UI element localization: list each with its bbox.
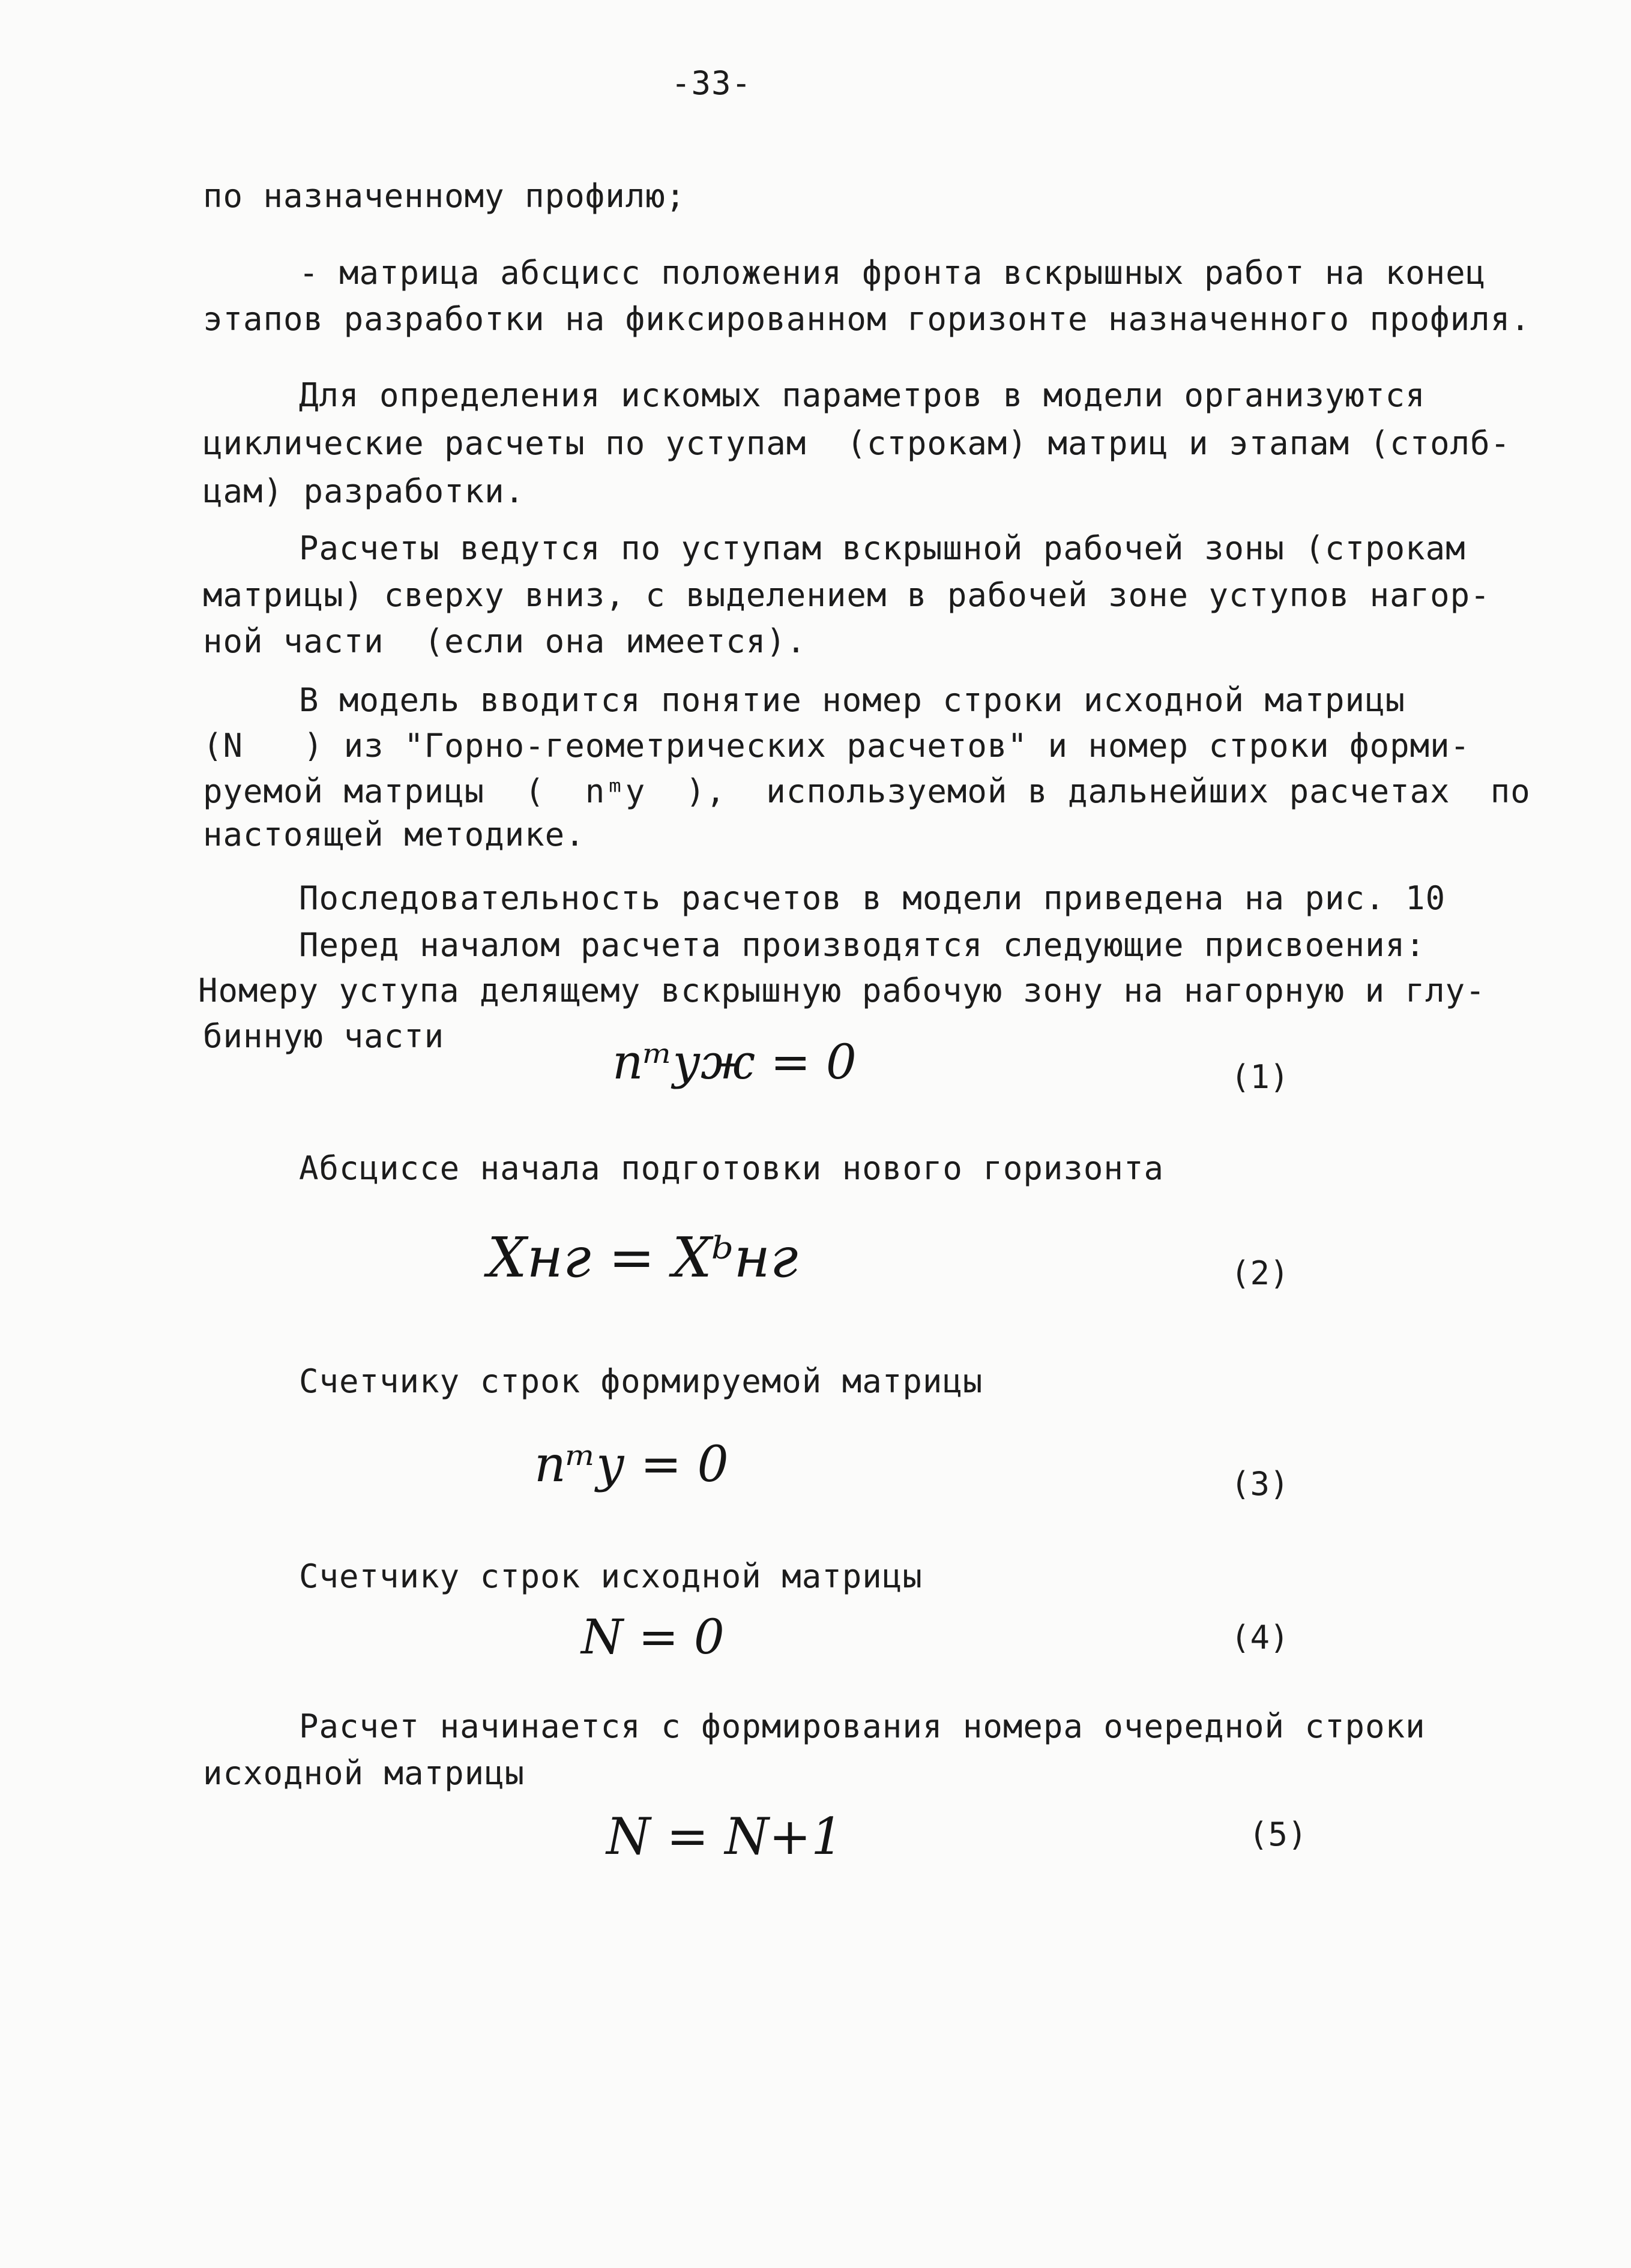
text-line: по назначенному профилю; bbox=[203, 177, 686, 215]
text-line: матрицы) сверху вниз, с выделением в рабочей зоне уступов нагор- bbox=[203, 576, 1491, 614]
text-line: Абсциссе начала подготовки нового горизонта bbox=[299, 1149, 1164, 1187]
equation-1-number: (1) bbox=[1231, 1058, 1289, 1096]
equation-2-formula: Xнг = Xᵇнг bbox=[487, 1226, 798, 1290]
text-line: Счетчику строк исходной матрицы bbox=[299, 1557, 923, 1595]
text-line: ной части (если она имеется). bbox=[203, 622, 807, 660]
equation-2-number: (2) bbox=[1231, 1254, 1289, 1292]
equation-3-formula: nᵐу = 0 bbox=[534, 1436, 729, 1493]
text-line: этапов разработки на фиксированном горизонте назначенного профиля. bbox=[203, 300, 1531, 338]
equation-5-number: (5) bbox=[1249, 1815, 1307, 1853]
equation-5-formula: N = N+1 bbox=[606, 1807, 843, 1866]
equation-4-number: (4) bbox=[1231, 1619, 1289, 1656]
text-line: Номеру уступа делящему вскрышную рабочую зону на нагорную и глу- bbox=[198, 972, 1486, 1009]
page-number: -33- bbox=[671, 64, 752, 102]
equation-3-number: (3) bbox=[1231, 1465, 1289, 1503]
text-line: Счетчику строк формируемой матрицы bbox=[299, 1362, 983, 1400]
equation-4-formula: N = 0 bbox=[581, 1609, 725, 1665]
text-line: циклические расчеты по уступам (строкам) матриц и этапам (столб- bbox=[203, 424, 1511, 462]
equation-1-formula: nᵐуж = 0 bbox=[612, 1034, 857, 1090]
text-line: Последовательность расчетов в модели приведена на рис. 10 bbox=[299, 879, 1446, 917]
text-line: В модель вводится понятие номер строки исходной матрицы bbox=[299, 681, 1406, 719]
text-line: (N ) из "Горно-геометрических расчетов" и номер строки форми- bbox=[203, 727, 1471, 765]
text-line: настоящей методике. bbox=[203, 816, 585, 853]
text-line: Расчет начинается с формирования номера очередной строки bbox=[299, 1707, 1426, 1745]
text-line: исходной матрицы bbox=[203, 1754, 525, 1792]
text-line: Для определения искомых параметров в модели организуются bbox=[299, 376, 1426, 414]
text-line: бинную части bbox=[203, 1017, 445, 1055]
text-line: Перед началом расчета производятся следующие присвоения: bbox=[299, 926, 1426, 964]
text-line: руемой матрицы ( nᵐу ), используемой в дальнейших расчетах по bbox=[203, 772, 1531, 810]
text-line: - матрица абсцисс положения фронта вскрышных работ на конец bbox=[299, 254, 1486, 292]
text-line: Расчеты ведутся по уступам вскрышной рабочей зоны (строкам bbox=[299, 529, 1466, 567]
text-line: цам) разработки. bbox=[203, 472, 525, 510]
